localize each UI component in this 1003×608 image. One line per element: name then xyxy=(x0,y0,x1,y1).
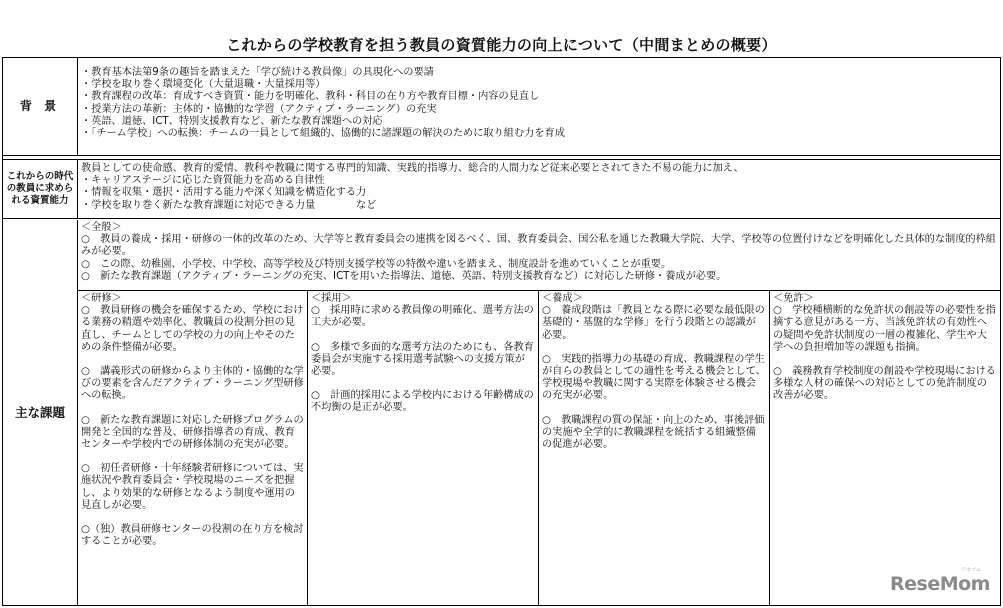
column-item: ○ 新たな教育課題に対応した研修プログラムの開発と全国的な普及、研修指導者の育成、教育センターや学校内での研修体制の充実が必要。 xyxy=(81,414,304,451)
column-item: ○ 義務教育学校制度の創設や学校現場における多様な人材の確保への対応としての免許制度の改善が必要。 xyxy=(773,366,996,402)
background-item: ・英語、道徳、ICT、特別支援教育など、新たな教育課題への対応 xyxy=(81,115,383,127)
issues-content xyxy=(78,220,1000,605)
column-heading: ＜養成＞ xyxy=(542,293,583,304)
column-item: ○ 教員研修の機会を確保するため、学校における業務の精選や効率化、教職員の役割分担の見直し、チームとしての学校の力の向上やそのための条件整備が必要。 xyxy=(81,305,304,353)
background-item: ・教育課程の改革：育成すべき資質・能力を明確化、教科・科目の在り方や教育目標・内容の見直し xyxy=(81,91,540,103)
column-item: ○ 初任者研修・十年経験者研修については、実施状況や教育委員会・学校現場のニーズを把握し、より効果的な研修となるよう制度や運用の見直しが必要。 xyxy=(81,463,304,511)
column-heading: ＜研修＞ xyxy=(81,293,122,304)
column-heading: ＜免許＞ xyxy=(773,293,814,304)
background-item: ・教育基本法第9条の趣旨を踏まえた「学び続ける教員像」の具現化への要請 xyxy=(81,67,434,78)
qualities-item: 教員としての使命感、教育的愛情、教科や教職に関する専門的知識、実践的指導力、総合的人間力など従来必要とされてきた不易の能力に加え、 xyxy=(81,163,744,174)
column-item: ○ 講義形式の研修からより主体的・協働的な学びの要素を含んだアクティブ・ラーニング型研修への転換。 xyxy=(81,366,304,402)
issues-general xyxy=(78,220,1000,291)
issues-column-training xyxy=(78,291,308,605)
column-item: ○ 養成段階は「教員となる際に必要な最低限の基礎的・基盤的な学修」を行う段階との認識が必要。 xyxy=(542,305,765,341)
column-item: ○ 実践的指導力の基礎の育成、教職課程の学生が自らの教員としての適性を考える機会として、学校現場や教職に関する実際を体験させる機会の充実が必要。 xyxy=(542,353,766,402)
general-item: ○ 新たな教育課題（アクティブ・ラーニングの充実、ICTを用いた指導法、道徳、英語、特別支援教育など）に対応した研修・養成が必要。 xyxy=(81,270,727,282)
row-label-background: 背 景 xyxy=(3,58,78,155)
row-label-qualities: これからの時代の教員に求められる資質能力 xyxy=(3,160,78,218)
background-content xyxy=(78,58,1000,155)
qualities-item: ・キャリアステージに応じた資質能力を高める自律性 xyxy=(81,175,325,187)
issues-column-license xyxy=(770,291,1000,605)
column-item: ○ 採用時に求める教員像の明確化、選考方法の工夫が必要。 xyxy=(311,305,534,329)
column-heading: ＜採用＞ xyxy=(311,293,352,304)
column-item: ○ 計画的採用による学校内における年齢構成の不均衡の是正が必要。 xyxy=(311,390,534,414)
row-label-issues: 主な課題 xyxy=(3,220,78,605)
general-heading: ＜全般＞ xyxy=(81,222,122,233)
background-item: ・「チーム学校」への転換：チームの一員として組織的、協働的に諸課題の解決のために取り組む力を育成 xyxy=(81,128,565,140)
row-qualities xyxy=(3,159,1000,219)
page-title: これからの学校教育を担う教員の資質能力の向上について（中間まとめの概要） xyxy=(226,36,777,54)
row-issues xyxy=(3,220,1000,605)
qualities-item: ・学校を取り巻く新たな教育課題に対応できる力量 など xyxy=(81,199,377,211)
issues-column-recruitment xyxy=(308,291,539,605)
column-item: ○ 学校種横断的な免許状の創設等の必要性を指摘する意見がある一方、当該免許状の有効性への疑問や免許状制度の一層の複雑化、学生や大学への負担増加等の課題も指摘。 xyxy=(773,305,996,353)
column-item: ○（独）教員研修センターの役割の在り方を検討することが必要。 xyxy=(81,524,304,548)
qualities-content xyxy=(78,160,1000,218)
column-item: ○ 多様で多面的な選考方法のためにも、各教育委員会が実施する採用選考試験への支援方策が必要。 xyxy=(311,341,534,378)
background-item: ・授業方法の革新：主体的・協働的な学習（アクティブ・ラーニング）の充実 xyxy=(81,103,437,115)
issues-columns xyxy=(78,291,1000,605)
row-background xyxy=(3,58,1000,156)
issues-column-preparation xyxy=(539,291,770,605)
resemom-logo: ReseMom xyxy=(890,573,990,595)
qualities-item: ・情報を収集・選択・活用する能力や深く知識を構造化する力 xyxy=(81,187,367,199)
watermark-subtext: リセマム xyxy=(961,567,981,573)
background-item: ・学校を取り巻く環境変化（大量退職・大量採用等） xyxy=(81,79,326,91)
general-item: ○ 教員の養成・採用・研修の一体的改革のため、大学等と教育委員会の連携を図るべく、国、教育委員会、国公私を通じた教職大学院、大学、学校等の位置付けなどを明確化した具体的な制度的枠組みが必要。 xyxy=(81,234,996,258)
column-item: ○ 教職課程の質の保証・向上のため、事後評価の実施や全学的に教職課程を統括する組織整備の促進が必要。 xyxy=(542,414,765,451)
general-item: ○ この際、幼稚園、小学校、中学校、高等学校及び特別支援学校等の特徴や違いを踏まえ、制度設計を進めていくことが重要。 xyxy=(81,258,672,270)
summary-table xyxy=(2,57,1001,606)
